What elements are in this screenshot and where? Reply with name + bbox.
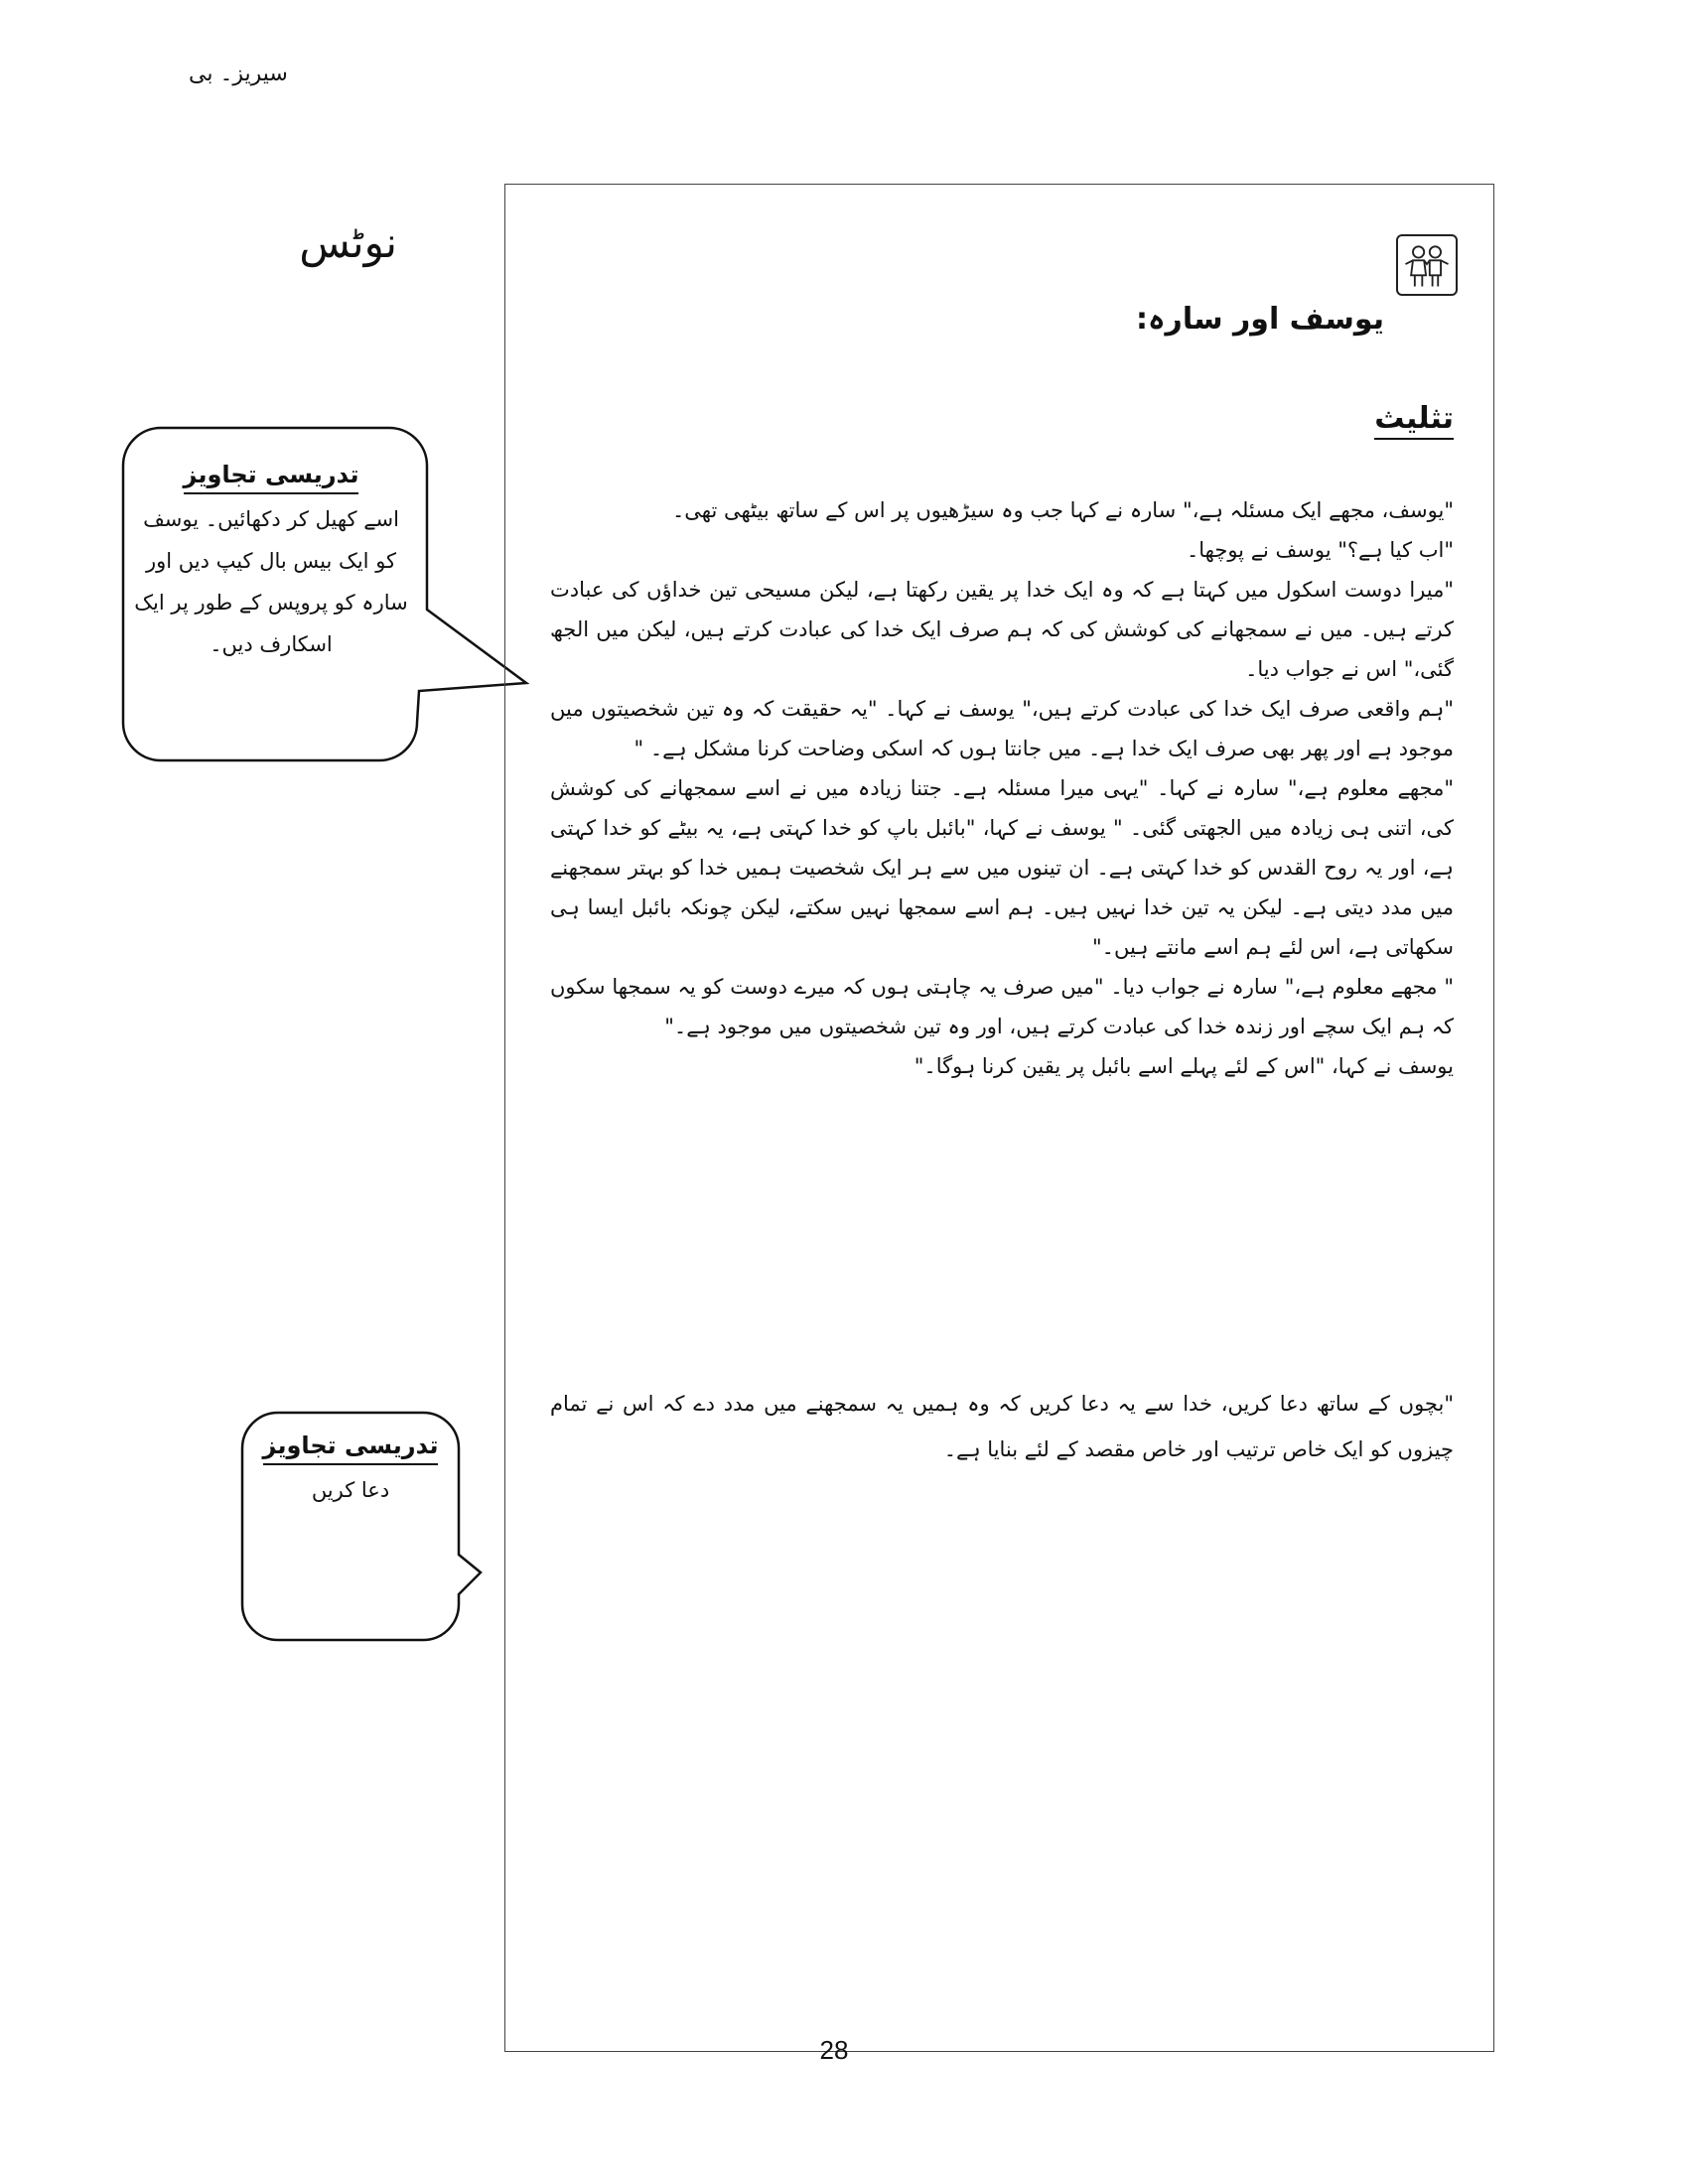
story-paragraph: یوسف نے کہا، "اس کے لئے پہلے اسے بائبل پر یقین کرنا ہوگا۔" (914, 1054, 1454, 1078)
story-paragraph: "ہم واقعی صرف ایک خدا کی عبادت کرتے ہیں،" یوسف نے کہا۔ "یہ حقیقت کہ وہ تین شخصیتوں میں موجود ہے اور پھر بھی صرف ایک خدا ہے۔ میں جانتا ہوں کہ اسکی وضاحت کرنا مشکل ہے۔ " (550, 697, 1454, 760)
prayer-instruction: "بچوں کے ساتھ دعا کریں، خدا سے یہ دعا کریں کہ وہ ہمیں یہ سمجھنے میں مدد دے کہ اس نے تمام چیزوں کو ایک خاص ترتیب اور خاص مقصد کے لئے بنایا ہے۔ (550, 1392, 1454, 1461)
teaching-tip-1-line: سارہ کو پروپس کے طور پر ایک (134, 591, 408, 614)
story-paragraph: "اب کیا ہے؟" یوسف نے پوچھا۔ (1186, 538, 1454, 562)
teaching-tip-1-line: اسے کھیل کر دکھائیں۔ یوسف (143, 507, 399, 531)
teaching-tip-1-line: اسکارف دیں۔ (210, 632, 333, 656)
teaching-tip-1-heading: تدریسی تجاویز (184, 457, 359, 494)
series-label: سیریز۔ بی (189, 62, 288, 86)
children-icon (1396, 234, 1458, 296)
story-text (550, 490, 1454, 1086)
section-title-text: تثلیث (1374, 401, 1454, 440)
story-title: یوسف اور سارہ: (1135, 302, 1384, 337)
notes-title: نوٹس (299, 218, 397, 267)
story-paragraph: "مجھے معلوم ہے،" سارہ نے کہا۔ "یہی میرا مسئلہ ہے۔ جتنا زیادہ میں نے اسے سمجھانے کی کوشش کی، اتنی ہی زیادہ میں الجھتی گئی۔ " یوسف نے کہا، "بائبل باپ کو خدا کہتی ہے، یہ بیٹے کو خدا کہتی ہے، اور یہ روح القدس کو خدا کہتی ہے۔ ان تینوں میں سے ہر ایک شخصیت ہمیں خدا کو بہتر سمجھنے میں مدد دیتی ہے۔ لیکن یہ تین خدا نہیں ہیں۔ ہم اسے سمجھا نہیں سکتے، لیکن چونکہ بائبل ایسا ہی سکھاتی ہے، اس لئے ہم اسے مانتے ہیں۔" (550, 776, 1454, 959)
teaching-tip-2 (246, 1426, 455, 1511)
story-paragraph: "یوسف، مجھے ایک مسئلہ ہے،" سارہ نے کہا جب وہ سیڑھیوں پر اس کے ساتھ بیٹھی تھی۔ (671, 498, 1454, 522)
page-number: 28 (819, 2035, 849, 2065)
teaching-tip-2-text: دعا کریں (311, 1478, 390, 1502)
section-title (1196, 401, 1454, 436)
story-paragraph: "میرا دوست اسکول میں کہتا ہے کہ وہ ایک خدا پر یقین رکھتا ہے، لیکن مسیحی تین خداؤں کی عبادت کرتے ہیں۔ میں نے سمجھانے کی کوشش کی کہ ہم صرف ایک خدا کی عبادت کرتے ہیں، لیکن میں الجھ گئی،" اس نے جواب دیا۔ (550, 578, 1454, 681)
teaching-tip-1 (127, 455, 415, 665)
teaching-tip-1-line: کو ایک بیس بال کیپ دیں اور (145, 549, 397, 573)
story-paragraph: " مجھے معلوم ہے،" سارہ نے جواب دیا۔ "میں صرف یہ چاہتی ہوں کہ میرے دوست کو یہ سمجھا سکوں کہ ہم ایک سچے اور زندہ خدا کی عبادت کرتے ہیں، اور وہ تین شخصیتوں میں موجود ہے۔" (550, 975, 1454, 1038)
teaching-tip-2-heading: تدریسی تجاویز (263, 1428, 439, 1465)
lesson-content-box (504, 184, 1494, 2052)
